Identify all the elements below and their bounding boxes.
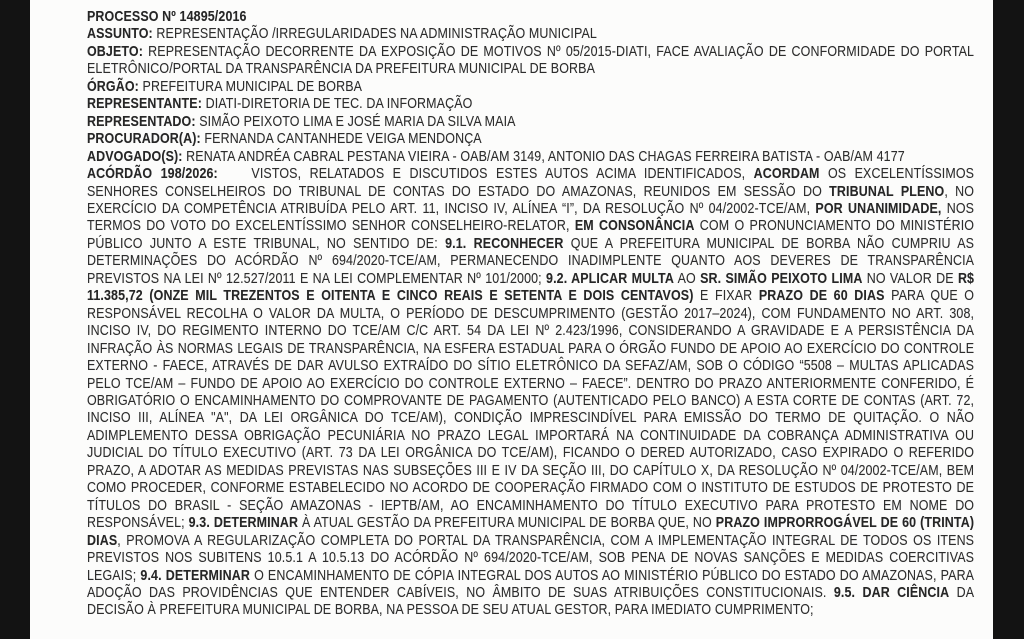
acordao-bold-segment: 9.4. DETERMINAR	[140, 567, 251, 584]
acordao-bold-segment: POR UNANIMIDADE,	[815, 200, 942, 217]
acordao-bold-segment: TRIBUNAL PLENO	[829, 183, 945, 200]
acordao-text-segment: DA DECISÃO À PREFEITURA MUNICIPAL DE BORBA, NA PESSOA DE SEU ATUAL GESTOR, PARA IMEDIATO CUMPRIMENTO;	[87, 584, 975, 619]
acordao-text-segment: VISTOS, RELATADOS E DISCUTIDOS ESTES AUTOS ACIMA IDENTIFICADOS,	[217, 166, 754, 183]
acordao-text-segment: QUE A PREFEITURA MUNICIPAL DE BORBA NÃO CUMPRIU AS DETERMINAÇÕES DO ACÓRDÃO Nº 694/2020-TCE/AM, PERMANECENDO INADIMPLENTE QUANTO AOS DEVERES DE TRANSPARÊNCIA PREVISTOS NA LEI Nº 12.527/2011 E NA LEI COMPLEMENTAR Nº 101/2000;	[87, 235, 975, 287]
acordao-text-segment: COM O PRONUNCIAMENTO DO MINISTÉRIO PÚBLICO JUNTO A ESTE TRIBUNAL, NO SENTIDO DE:	[87, 218, 975, 252]
field-assunto: ASSUNTO: REPRESENTAÇÃO /IRREGULARIDADES NA ADMINISTRAÇÃO MUNICIPAL	[87, 26, 597, 43]
document-page	[30, 0, 993, 639]
field-label: ADVOGADO(S):	[87, 148, 183, 165]
field-procurador: PROCURADOR(A): FERNANDA CANTANHEDE VEIGA MENDONÇA	[87, 131, 482, 148]
field-label: PROCURADOR(A):	[87, 131, 201, 148]
field-label: PROCESSO Nº 14895/2016	[87, 9, 247, 25]
acordao-bold-segment: ACORDAM	[753, 166, 820, 183]
acordao-bold-segment: 9.2. APLICAR MULTA	[546, 270, 674, 287]
field-label: ÓRGÃO:	[87, 78, 139, 95]
acordao-text-segment: NO VALOR DE	[862, 270, 958, 287]
acordao-text-segment: E FIXAR	[693, 288, 759, 305]
acordao-text-segment: AO	[673, 270, 701, 287]
field-objeto: OBJETO: REPRESENTAÇÃO DECORRENTE DA EXPOSIÇÃO DE MOTIVOS Nº 05/2015-DIATI, FACE AVALIAÇÃO DE CONFORMIDADE DO PORTAL ELETRÔNICO/PORTAL DA TRANSPARÊNCIA DA PREFEITURA MUNICIPAL DE BORBA	[87, 43, 975, 78]
acordao-bold-segment: SR. SIMÃO PEIXOTO LIMA	[700, 270, 863, 287]
acordao-bold-segment: PRAZO DE 60 DIAS	[758, 288, 885, 305]
field-representado: REPRESENTADO: SIMÃO PEIXOTO LIMA E JOSÉ MARIA DA SILVA MAIA	[87, 113, 516, 130]
acordao-text-segment: OS EXCELENTÍSSIMOS SENHORES CONSELHEIROS DO TRIBUNAL DE CONTAS DO ESTADO DO AMAZONAS, REUNIDOS EM SESSÃO DO	[87, 166, 975, 200]
field-advogados: ADVOGADO(S): RENATA ANDRÉA CABRAL PESTANA VIEIRA - OAB/AM 3149, ANTONIO DAS CHAGAS FERREIRA BATISTA - OAB/AM 4177	[87, 148, 905, 165]
acordao-text-segment: O ENCAMINHAMENTO DE CÓPIA INTEGRAL DOS AUTOS AO MINISTÉRIO PÚBLICO DO ESTADO DO AMAZONAS, PARA ADOÇÃO DAS PROVIDÊNCIAS QUE ENTENDER CABÍVEIS, NO ÂMBITO DE SUAS ATRIBUIÇÕES CONSTITUCIONAIS.	[87, 567, 975, 601]
field-label: REPRESENTADO:	[87, 113, 196, 130]
acordao-bold-segment: 9.1. RECONHECER	[445, 235, 564, 252]
header-fields	[87, 9, 974, 166]
acordao-bold-segment: R$ 11.385,72 (ONZE MIL TREZENTOS E OITENTA E CINCO REAIS E SETENTA E DOIS CENTAVOS)	[87, 270, 975, 305]
field-orgao: ÓRGÃO: PREFEITURA MUNICIPAL DE BORBA	[87, 78, 363, 95]
acordao-bold-segment: 9.5. DAR CIÊNCIA	[833, 584, 950, 601]
field-label: OBJETO:	[87, 43, 144, 60]
acordao-bold-segment: 9.3. DETERMINAR	[188, 515, 299, 532]
document-content	[87, 0, 974, 620]
acordao-text-segment: , NO EXERCÍCIO DA COMPETÊNCIA ATRIBUÍDA PELO ART. 11, INCISO IV, ALÍNEA “I”, DA RESOLUÇÃO Nº 04/2002-TCE/AM,	[87, 183, 975, 217]
acordao-bold-segment: PRAZO IMPRORROGÁVEL DE 60 (TRINTA) DIAS	[87, 515, 975, 549]
field-processo	[87, 9, 974, 26]
acordao-bold-segment: ACÓRDÃO 198/2026:	[87, 166, 218, 183]
field-label: ASSUNTO:	[87, 26, 153, 43]
acordao-text-segment: PARA QUE O RESPONSÁVEL RECOLHA O VALOR DA MULTA, O PERÍODO DE DESCUMPRIMENTO (GESTÃO 2017–2024), COM FUNDAMENTO NO ART. 308, INCISO IV, DO REGIMENTO INTERNO DO TCE/AM C/C ART. 54 DA LEI Nº 2.423/1996, CONSIDERANDO A GRAVIDADE E A PERSISTÊNCIA DA INFRAÇÃO ÀS NORMAS LEGAIS DE TRANSPARÊNCIA, NA ESFERA ESTADUAL PARA O ÓRGÃO FUNDO DE APOIO AO EXERCÍCIO DO CONTROLE EXTERNO - FAECE, ATRAVÉS DE DAR AVULSO EXTRAÍDO DO SÍTIO ELETRÔNICO DA SEFAZ/AM, SOB O CÓDIGO “5508 – MULTAS APLICADAS PELO TCE/AM – FUNDO DE APOIO AO EXERCÍCIO DO CONTROLE EXTERNO – FAECE”. DENTRO DO PRAZO ANTERIORMENTE CONFERIDO, É OBRIGATÓRIO O ENCAMINHAMENTO DO COMPROVANTE DE PAGAMENTO (AUTENTICADO PELO BANCO) A ESTA CORTE DE CONTAS (ART. 72, INCISO III, ALÍNEA "A", DA LEI ORGÂNICA DO TCE/AM), CONDIÇÃO IMPRESCINDÍVEL PARA EMISSÃO DO TERMO DE QUITAÇÃO. O NÃO ADIMPLEMENTO DESSA OBRIGAÇÃO PECUNIÁRIA NO PRAZO LEGAL IMPORTARÁ NA CONTINUIDADE DA COBRANÇA ADMINISTRATIVA OU JUDICIAL DO TÍTULO EXECUTIVO (ART. 73 DA LEI ORGÂNICA DO TCE/AM), FICANDO O DERED AUTORIZADO, CASO EXPIRADO O REFERIDO PRAZO, A ADOTAR AS MEDIDAS PREVISTAS NAS SUBSEÇÕES III E IV DA SEÇÃO III, DO CAPÍTULO X, DA RESOLUÇÃO Nº 04/2002-TCE/AM, BEM COMO PROCEDER, CONFORME ESTABELECIDO NO ACORDO DE COOPERAÇÃO FIRMADO COM O INSTITUTO DE ESTUDOS DE PROTESTO DE TÍTULOS DO BRASIL - SEÇÃO AMAZONAS - IEPTB/AM, AO ENCAMINHAMENTO DO TÍTULO EXECUTIVO PARA PROTESTO EM NOME DO RESPONSÁVEL;	[87, 288, 975, 532]
acordao-bold-segment: EM CONSONÂNCIA	[574, 218, 695, 235]
acordao-text-segment: , PROMOVA A REGULARIZAÇÃO COMPLETA DO PORTAL DA TRANSPARÊNCIA, COM A IMPLEMENTAÇÃO INTEGRAL DE TODOS OS ITENS PREVISTOS NOS SUBITENS 10.5.1 A 10.5.13 DO ACÓRDÃO Nº 694/2020-TCE/AM, SOB PENA DE NOVAS SANÇÕES E MEDIDAS COERCITIVAS LEGAIS;	[87, 532, 975, 584]
acordao-paragraph	[87, 166, 974, 620]
acordao-text-segment: NOS TERMOS DO VOTO DO EXCELENTÍSSIMO SENHOR CONSELHEIRO-RELATOR,	[87, 200, 975, 235]
acordao-text-segment: À ATUAL GESTÃO DA PREFEITURA MUNICIPAL DE BORBA QUE, NO	[298, 515, 716, 532]
field-label: REPRESENTANTE:	[87, 96, 202, 113]
field-representante: REPRESENTANTE: DIATI-DIRETORIA DE TEC. DA INFORMAÇÃO	[87, 96, 473, 113]
